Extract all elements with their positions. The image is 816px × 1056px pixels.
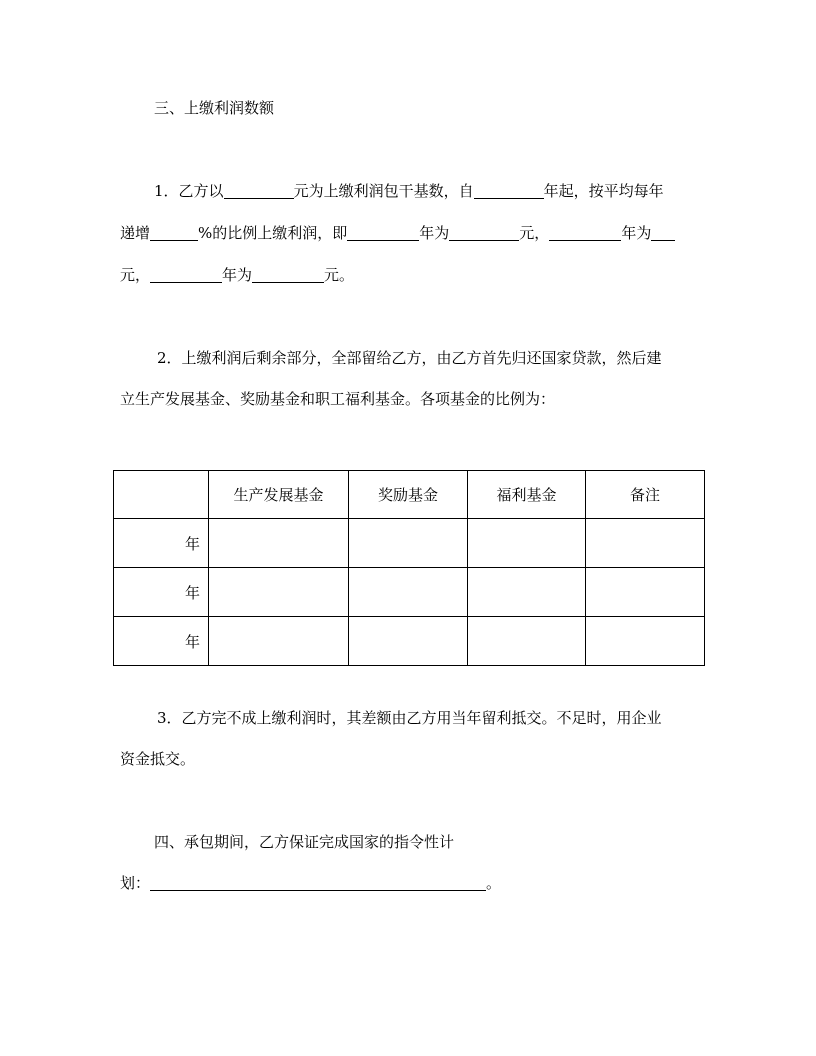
amount-3-blank[interactable] [252,266,324,283]
plan-blank[interactable] [150,874,486,891]
amount-1-blank[interactable] [449,224,519,241]
table-row [114,519,705,568]
year-2-blank[interactable] [549,224,621,241]
fund-ratio-table [113,470,705,666]
cell-bonus-fund[interactable] [349,568,468,617]
cell-remarks[interactable] [586,519,705,568]
header-welfare-fund: 福利基金 [468,471,586,519]
section-3-heading: 三、上缴利润数额 [154,99,275,117]
header-remarks: 备注 [586,471,705,519]
increase-rate-blank[interactable] [150,224,198,241]
row-year-label: 年 [114,519,209,568]
start-year-blank[interactable] [474,182,544,199]
cell-welfare-fund[interactable] [468,568,586,617]
base-amount-blank[interactable] [224,182,294,199]
year-1-blank[interactable] [347,224,419,241]
item-2-line-2: 立生产发展基金、奖励基金和职工福利基金。各项基金的比例为： [120,390,556,408]
row-year-label: 年 [114,617,209,666]
cell-remarks[interactable] [586,568,705,617]
cell-production-fund[interactable] [209,617,349,666]
item-1-line-1: 1．乙方以 元为上缴利润包干基数，自 年起，按平均每年 [154,182,664,200]
header-bonus-fund: 奖励基金 [349,471,468,519]
item-3-line-2: 资金抵交。 [120,750,196,768]
item-1-line-3: 元， 年为 元。 [120,266,355,284]
item-1-line-2: 递增 %的比例上缴利润，即 年为 元， 年为 [120,223,675,243]
table-row [114,617,705,666]
item-3-line-1: 3．乙方完不成上缴利润时，其差额由乙方用当年留利抵交。不足时，用企业 [157,709,662,727]
section-4-line-2: 划： 。 [120,874,502,892]
year-3-blank[interactable] [150,266,222,283]
header-production-fund: 生产发展基金 [209,471,349,519]
cell-bonus-fund[interactable] [349,519,468,568]
item-2-line-1: 2．上缴利润后剩余部分，全部留给乙方，由乙方首先归还国家贷款，然后建 [157,349,662,367]
section-4-line-1: 四、承包期间，乙方保证完成国家的指令性计 [154,833,455,851]
amount-2-blank-start[interactable] [651,224,675,241]
table-row [114,568,705,617]
table-header-row [114,471,705,519]
cell-welfare-fund[interactable] [468,519,586,568]
cell-production-fund[interactable] [209,519,349,568]
cell-bonus-fund[interactable] [349,617,468,666]
cell-production-fund[interactable] [209,568,349,617]
cell-remarks[interactable] [586,617,705,666]
row-year-label: 年 [114,568,209,617]
cell-welfare-fund[interactable] [468,617,586,666]
header-blank-cell [114,471,209,519]
